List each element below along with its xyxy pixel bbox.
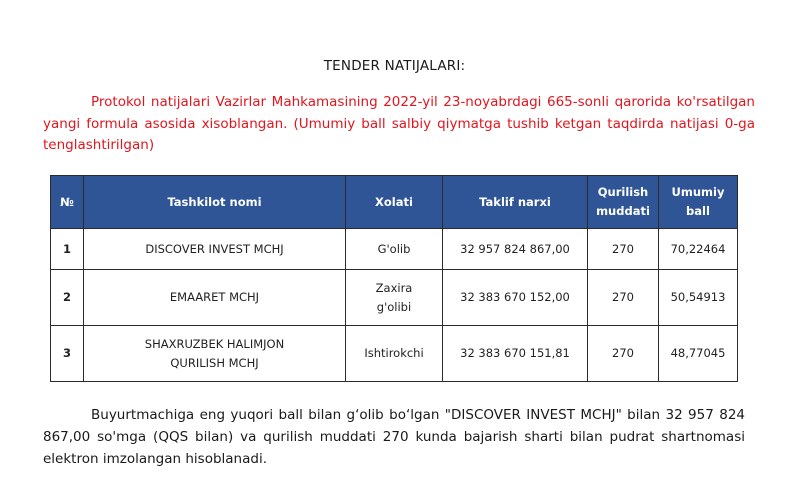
row-price: 32 383 670 152,00 (443, 270, 588, 326)
row-status: Ishtirokchi (346, 326, 443, 382)
header-status: Xolati (346, 176, 443, 229)
document-title: TENDER NATIJALARI: (323, 58, 466, 74)
row-duration: 270 (588, 229, 659, 270)
row-organization: SHAXRUZBEK HALIMJON QURILISH MCHJ (84, 326, 346, 382)
table-header-row (51, 176, 738, 229)
row-number: 1 (51, 229, 84, 270)
row-number: 2 (51, 270, 84, 326)
row-duration: 270 (588, 270, 659, 326)
header-number: № (51, 176, 84, 229)
header-price: Taklif narxi (443, 176, 588, 229)
row-score: 70,22464 (659, 229, 738, 270)
row-duration: 270 (588, 326, 659, 382)
row-price: 32 383 670 151,81 (443, 326, 588, 382)
intro-paragraph: Protokol natijalari Vazirlar Mahkamasining 2022-yil 23-noyabrdagi 665-sonli qarorida ko'rsatilgan yangi formula asosida xisoblangan. (Umumiy ball salbiy qiymatga tushib ketgan taqdirda natijasi 0-ga tenglashtirilgan) (43, 94, 755, 153)
header-duration: Qurilish muddati (588, 176, 659, 229)
row-organization: DISCOVER INVEST MCHJ (84, 229, 346, 270)
row-organization: EMAARET MCHJ (84, 270, 346, 326)
header-organization: Tashkilot nomi (84, 176, 346, 229)
table-row (51, 229, 738, 270)
row-status: Zaxira g'olibi (346, 270, 443, 326)
row-score: 48,77045 (659, 326, 738, 382)
closing-paragraph: Buyurtmachiga eng yuqori ball bilan g‘olib bo‘lgan "DISCOVER INVEST MCHJ" bilan 32 957 824 867,00 so'mga (QQS bilan) va qurilish muddati 270 kunda bajarish sharti bilan pudrat shartnomasi elektron imzolangan hisoblanadi. (43, 407, 745, 467)
row-price: 32 957 824 867,00 (443, 229, 588, 270)
table-row (51, 326, 738, 382)
row-score: 50,54913 (659, 270, 738, 326)
table-row (51, 270, 738, 326)
row-number: 3 (51, 326, 84, 382)
row-status: G'olib (346, 229, 443, 270)
header-score: Umumiy ball (659, 176, 738, 229)
results-table (50, 175, 738, 382)
